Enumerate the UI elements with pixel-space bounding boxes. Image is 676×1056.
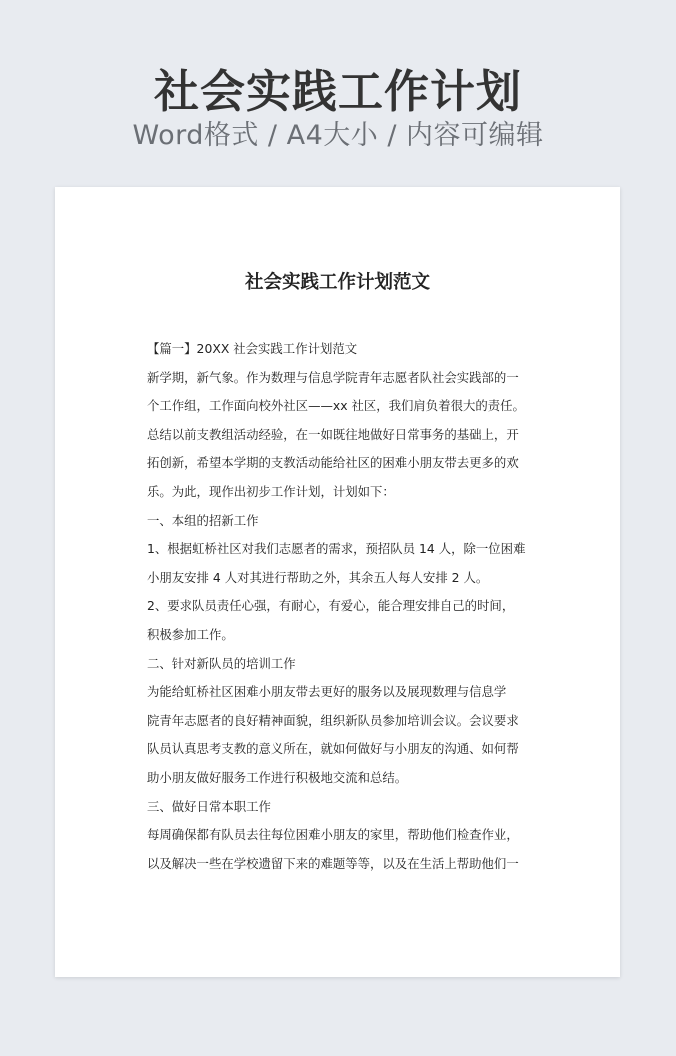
banner-title: 社会实践工作计划 <box>153 65 522 118</box>
document-line: 队员认真思考支教的意义所在，就如何做好与小朋友的沟通、如何帮 <box>147 741 519 757</box>
document-line: 【篇一】20XX 社会实践工作计划范文 <box>147 341 358 356</box>
banner-subtitle: Word格式 / A4大小 / 内容可编辑 <box>132 120 544 151</box>
document-line: 总结以前支教组活动经验，在一如既往地做好日常事务的基础上，开 <box>147 426 519 442</box>
document-body <box>147 335 529 878</box>
document-line: 每周确保都有队员去往每位困难小朋友的家里，帮助他们检查作业， <box>147 827 519 843</box>
document-page <box>55 187 620 977</box>
document-line: 助小朋友做好服务工作进行积极地交流和总结。 <box>147 769 408 785</box>
document-line: 1、根据虹桥社区对我们志愿者的需求，预招队员 14 人，除一位困难 <box>147 541 526 557</box>
banner <box>0 0 676 186</box>
section-heading: 三、做好日常本职工作 <box>147 798 271 814</box>
section-heading: 一、本组的招新工作 <box>147 512 259 528</box>
section-heading: 二、针对新队员的培训工作 <box>147 655 296 671</box>
document-line: 乐。为此，现作出初步工作计划，计划如下： <box>147 483 395 499</box>
document-line: 以及解决一些在学校遗留下来的难题等等，以及在生活上帮助他们一 <box>147 855 519 871</box>
document-line: 院青年志愿者的良好精神面貌，组织新队员参加培训会议。会议要求 <box>147 712 519 728</box>
document-line: 个工作组，工作面向校外社区——xx 社区，我们肩负着很大的责任。 <box>147 398 525 414</box>
document-line: 新学期，新气象。作为数理与信息学院青年志愿者队社会实践部的一 <box>147 369 519 385</box>
document-line: 2、要求队员责任心强，有耐心，有爱心，能合理安排自己的时间， <box>147 598 515 614</box>
document-line: 拓创新，希望本学期的支教活动能给社区的困难小朋友带去更多的欢 <box>147 455 519 471</box>
document-line: 为能给虹桥社区困难小朋友带去更好的服务以及展现数理与信息学 <box>147 684 507 700</box>
document-title: 社会实践工作计划范文 <box>244 272 430 293</box>
document-line: 积极参加工作。 <box>147 626 234 642</box>
document-line: 小朋友安排 4 人对其进行帮助之外，其余五人每人安排 2 人。 <box>147 569 489 585</box>
